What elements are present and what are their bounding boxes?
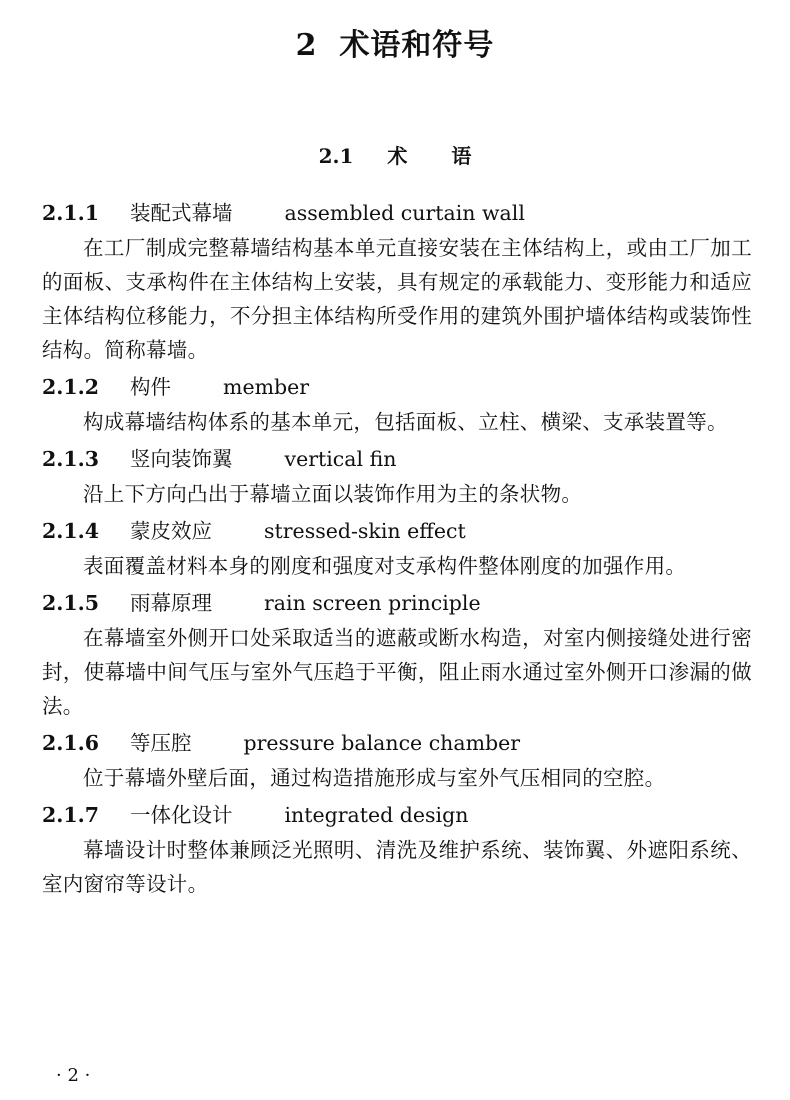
term-heading (42, 727, 752, 759)
term-number: 2.1.6 (42, 731, 100, 755)
term-definition: 在幕墙室外侧开口处采取适当的遮蔽或断水构造，对室内侧接缝处进行密封，使幕墙中间气压与室外气压趋于平衡，阻止雨水通过室外侧开口渗漏的做法。 (42, 626, 752, 718)
term-chinese: 装配式幕墙 (130, 201, 233, 225)
term-chinese: 雨幕原理 (130, 591, 212, 615)
section-title-part2: 语 (451, 144, 472, 168)
term-number: 2.1.1 (42, 201, 100, 225)
term-definition: 位于幕墙外壁后面，通过构造措施形成与室外气压相同的空腔。 (83, 766, 666, 790)
section-title (0, 141, 790, 171)
term-entry (42, 371, 752, 439)
term-heading (42, 587, 752, 619)
term-entry (42, 587, 752, 723)
term-heading (42, 443, 752, 475)
term-number: 2.1.7 (42, 803, 100, 827)
term-entry (42, 197, 752, 367)
terms-list (42, 197, 752, 905)
term-number: 2.1.2 (42, 375, 100, 399)
term-chinese: 构件 (130, 375, 171, 399)
term-number: 2.1.5 (42, 591, 100, 615)
term-english: stressed-skin effect (264, 519, 466, 543)
term-number: 2.1.3 (42, 447, 100, 471)
term-entry (42, 443, 752, 511)
term-entry (42, 799, 752, 901)
section-title-part1: 术 (387, 144, 408, 168)
term-chinese: 蒙皮效应 (130, 519, 212, 543)
section-number: 2.1 (318, 144, 354, 168)
term-heading (42, 371, 752, 403)
term-heading (42, 799, 752, 831)
term-entry (42, 727, 752, 795)
chapter-title (0, 26, 790, 66)
term-chinese: 等压腔 (130, 731, 192, 755)
term-heading (42, 515, 752, 547)
term-chinese: 竖向装饰翼 (130, 447, 233, 471)
term-definition: 构成幕墙结构体系的基本单元，包括面板、立柱、横梁、支承装置等。 (83, 410, 728, 434)
chapter-title-text: 术语和符号 (339, 28, 495, 63)
term-definition: 幕墙设计时整体兼顾泛光照明、清洗及维护系统、装饰翼、外遮阳系统、室内窗帘等设计。 (42, 838, 752, 896)
term-english: vertical fin (284, 447, 397, 471)
term-definition: 沿上下方向凸出于幕墙立面以装饰作用为主的条状物。 (83, 482, 583, 506)
page-number: · 2 · (56, 1065, 91, 1086)
term-chinese: 一体化设计 (130, 803, 233, 827)
term-english: assembled curtain wall (284, 201, 525, 225)
term-definition: 表面覆盖材料本身的刚度和强度对支承构件整体刚度的加强作用。 (83, 554, 687, 578)
term-heading (42, 197, 752, 229)
term-entry (42, 515, 752, 583)
term-definition: 在工厂制成完整幕墙结构基本单元直接安装在主体结构上，或由工厂加工的面板、支承构件在主体结构上安装，具有规定的承载能力、变形能力和适应主体结构位移能力，不分担主体结构所受作用的建筑外围护墙体结构或装饰性结构。简称幕墙。 (42, 236, 752, 362)
term-number: 2.1.4 (42, 519, 100, 543)
term-english: integrated design (284, 803, 469, 827)
term-english: pressure balance chamber (243, 731, 521, 755)
term-english: rain screen principle (264, 591, 481, 615)
term-english: member (223, 375, 310, 399)
chapter-number: 2 (295, 28, 318, 63)
